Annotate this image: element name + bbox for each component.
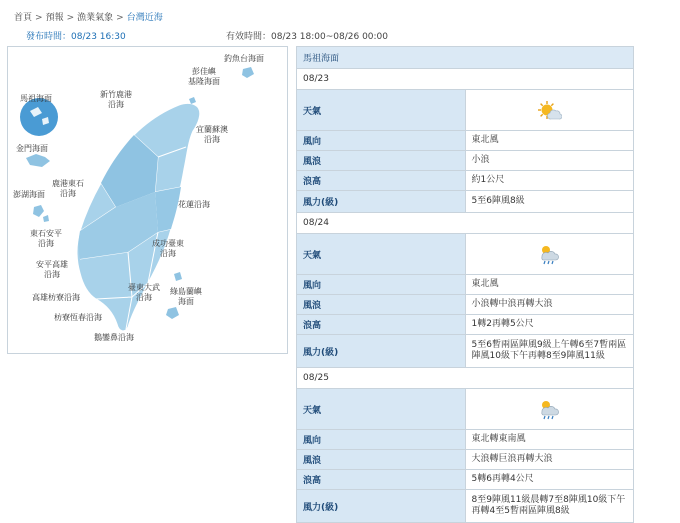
map-label-hualien[interactable]: 花蓮沿海 <box>178 200 210 209</box>
map-label-taitung[interactable]: 臺東大武 沿海 <box>128 283 160 302</box>
wave-height-label: 浪高 <box>297 470 466 490</box>
map-label-anping[interactable]: 安平高雄 沿海 <box>36 260 68 279</box>
wind-dir-value: 東北風 <box>465 131 634 151</box>
map-label-penghu[interactable]: 澎湖海面 <box>13 190 45 199</box>
sea-area-map <box>7 46 288 354</box>
lanyu-island-shape[interactable] <box>166 307 179 319</box>
map-label-pengjia[interactable]: 彭佳嶼 基隆海面 <box>188 67 220 86</box>
publish-time: 發布時間：08/23 16:30 <box>26 32 126 42</box>
wind-force-value: 5至6暫兩區陣風9級上午轉6至7暫兩區陣風10級下午再轉8至9陣風11級 <box>465 335 634 368</box>
cloudy-rain-icon <box>536 243 562 265</box>
wind-dir-value: 東北風 <box>465 275 634 295</box>
forecast-table <box>296 46 634 523</box>
forecast-date: 08/23 <box>297 69 634 90</box>
wind-wave-label: 風浪 <box>297 450 466 470</box>
wind-wave-value: 大浪轉巨浪再轉大浪 <box>465 450 634 470</box>
map-label-fangliao[interactable]: 枋寮恆春沿海 <box>54 313 102 322</box>
weather-value <box>465 389 634 430</box>
wave-height-label: 浪高 <box>297 315 466 335</box>
forecast-area-title: 馬祖海面 <box>297 47 634 69</box>
map-label-dongshi[interactable]: 東石安平 沿海 <box>30 229 62 248</box>
taiwan-map-svg <box>8 47 287 353</box>
map-label-chenggong[interactable]: 成功臺東 沿海 <box>152 239 184 258</box>
wind-wave-label: 風浪 <box>297 295 466 315</box>
breadcrumb-fishery-link[interactable]: 漁業氣象 <box>77 13 114 23</box>
map-label-greenisland[interactable]: 綠島蘭嶼 海面 <box>170 287 202 306</box>
forecast-date: 08/25 <box>297 368 634 389</box>
breadcrumb-separator: > <box>116 13 124 23</box>
breadcrumb <box>14 10 163 23</box>
map-label-hsinchu[interactable]: 新竹鹿港 沿海 <box>100 90 132 109</box>
forecast-date: 08/24 <box>297 213 634 234</box>
cloudy-rain-icon <box>536 398 562 420</box>
wind-dir-label: 風向 <box>297 275 466 295</box>
breadcrumb-current: 台灣近海 <box>126 13 163 23</box>
pengjia-island-shape[interactable] <box>189 97 196 104</box>
breadcrumb-forecast-link[interactable]: 預報 <box>45 13 64 23</box>
wave-height-value: 1轉2再轉5公尺 <box>465 315 634 335</box>
valid-period: 有效時間：08/23 18:00~08/26 00:00 <box>226 32 389 42</box>
penghu-island-shape[interactable] <box>33 205 49 222</box>
wind-force-value: 8至9陣風11級晨轉7至8陣風10級下午再轉4至5暫兩區陣風8級 <box>465 490 634 523</box>
map-label-diaoyutai[interactable]: 釣魚台海面 <box>224 54 264 63</box>
wind-dir-label: 風向 <box>297 430 466 450</box>
map-label-eluanbi[interactable]: 鵝鑾鼻沿海 <box>94 333 134 342</box>
map-label-matsu[interactable]: 馬祖海面 <box>20 94 52 103</box>
wind-force-label: 風力(級) <box>297 490 466 523</box>
wind-dir-label: 風向 <box>297 131 466 151</box>
map-label-yilan[interactable]: 宜蘭蘇澳 沿海 <box>196 125 228 144</box>
weather-label: 天氣 <box>297 234 466 275</box>
weather-label: 天氣 <box>297 90 466 131</box>
map-label-lugang[interactable]: 鹿港東石 沿海 <box>52 179 84 198</box>
wind-wave-value: 小浪 <box>465 151 634 171</box>
breadcrumb-home-link[interactable]: 首頁 <box>14 13 33 23</box>
diaoyutai-island-shape[interactable] <box>242 67 254 78</box>
wind-dir-value: 東北轉東南風 <box>465 430 634 450</box>
breadcrumb-separator: > <box>35 13 43 23</box>
wind-force-label: 風力(級) <box>297 191 466 213</box>
sunny-partly-cloudy-icon <box>536 99 562 121</box>
green-island-shape[interactable] <box>174 272 182 281</box>
wind-wave-label: 風浪 <box>297 151 466 171</box>
map-label-kaohsiung[interactable]: 高雄枋寮沿海 <box>32 293 80 302</box>
wave-height-value: 約1公尺 <box>465 171 634 191</box>
weather-value <box>465 90 634 131</box>
weather-value <box>465 234 634 275</box>
forecast-panel <box>296 46 634 523</box>
breadcrumb-separator: > <box>66 13 75 23</box>
wind-wave-value: 小浪轉中浪再轉大浪 <box>465 295 634 315</box>
kinmen-island-shape[interactable] <box>26 154 50 167</box>
wave-height-value: 5轉6再轉4公尺 <box>465 470 634 490</box>
wave-height-label: 浪高 <box>297 171 466 191</box>
weather-label: 天氣 <box>297 389 466 430</box>
wind-force-label: 風力(級) <box>297 335 466 368</box>
map-label-kinmen[interactable]: 金門海面 <box>16 144 48 153</box>
wind-force-value: 5至6陣風8級 <box>465 191 634 213</box>
